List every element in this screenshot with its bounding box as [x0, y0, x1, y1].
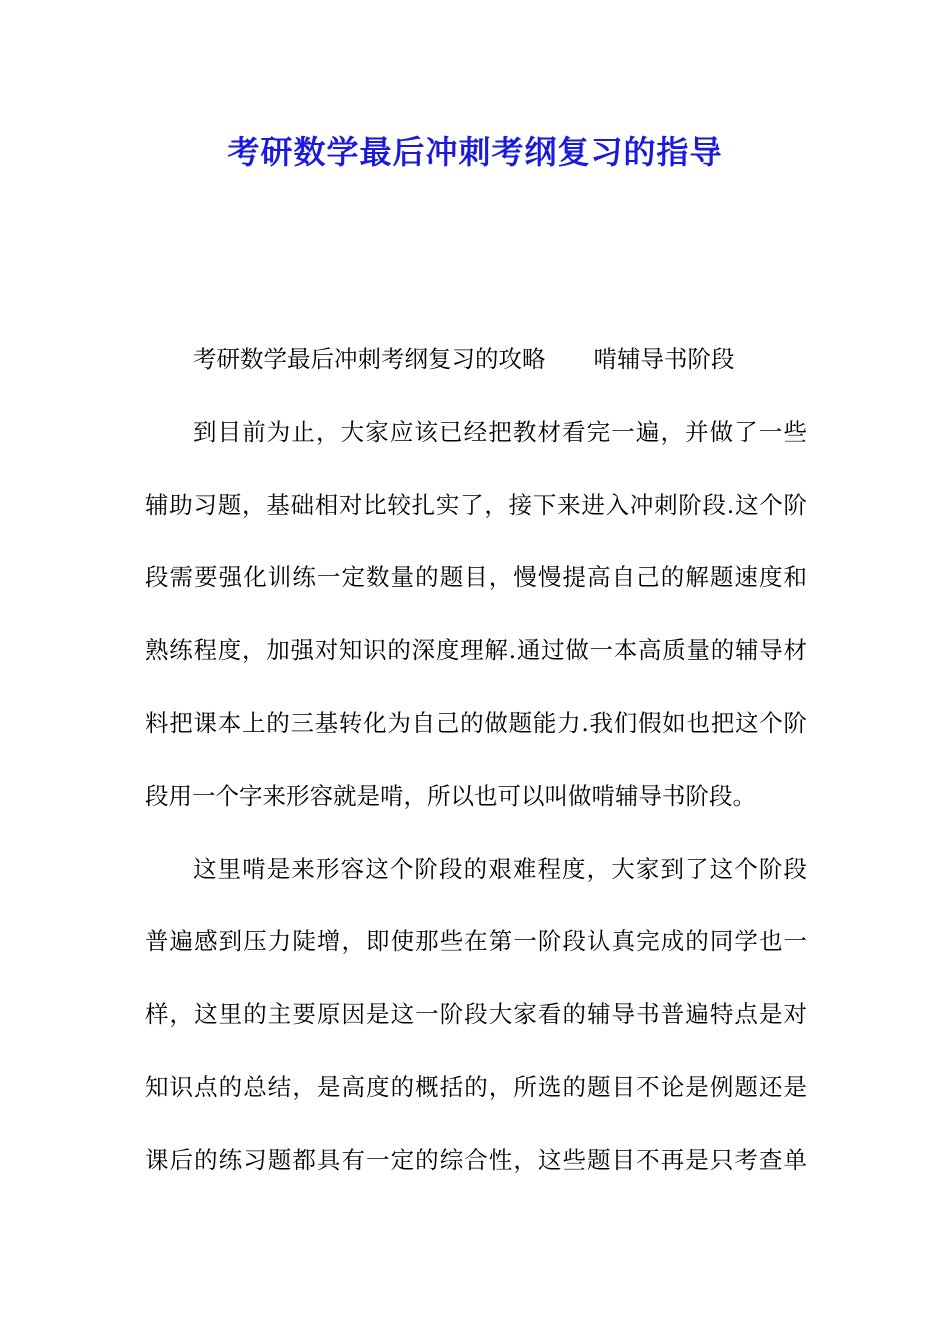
paragraph-line: 熟练程度，加强对知识的深度理解.通过做一本高质量的辅导材 — [145, 636, 807, 665]
paragraph-line: 段用一个字来形容就是啃，所以也可以叫做啃辅导书阶段。 — [145, 781, 756, 810]
document-body — [145, 339, 807, 1213]
paragraph-line: 这里啃是来形容这个阶段的艰难程度，大家到了这个阶段 — [193, 854, 807, 883]
paragraph-line: 课后的练习题都具有一定的综合性，这些题目不再是只考查单 — [145, 1145, 807, 1174]
paragraph-line: 料把课本上的三基转化为自己的做题能力.我们假如也把这个阶 — [145, 708, 807, 737]
subtitle-right: 啃辅导书阶段 — [593, 345, 735, 373]
paragraph-line: 样，这里的主要原因是这一阶段大家看的辅导书普遍特点是对 — [145, 1000, 807, 1029]
paragraph-line: 普遍感到压力陡增，即使那些在第一阶段认真完成的同学也一 — [145, 927, 807, 956]
subtitle-line — [145, 339, 807, 412]
paragraph-line: 知识点的总结，是高度的概括的，所选的题目不论是例题还是 — [145, 1072, 807, 1101]
paragraph-line: 到目前为止，大家应该已经把教材看完一遍，并做了一些 — [193, 417, 807, 446]
subtitle-left: 考研数学最后冲刺考纲复习的攻略 — [193, 345, 546, 373]
paragraph-line: 段需要强化训练一定数量的题目，慢慢提高自己的解题速度和 — [145, 563, 807, 592]
page-title: 考研数学最后冲刺考纲复习的指导 — [227, 133, 723, 171]
paragraph-line: 辅助习题，基础相对比较扎实了，接下来进入冲刺阶段.这个阶 — [145, 490, 807, 519]
